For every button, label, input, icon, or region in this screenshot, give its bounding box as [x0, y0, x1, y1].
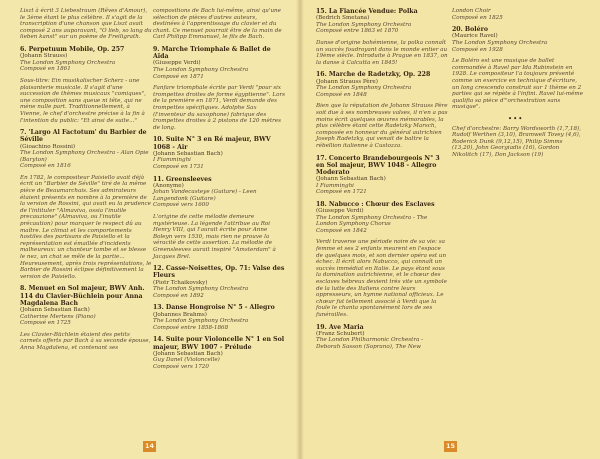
track-title: 16. Marche de Radetzky, Op. 228	[316, 71, 431, 79]
book-gutter	[296, 0, 304, 459]
performer-credit: The London Symphony Orchestra	[153, 286, 249, 293]
description-paragraph: Bien que la réputation de Johann Strauss Père soit due à ses nombreuses valses, il n'en a pas moins écrit quelques œuvres mémorables, la plus célèbre étant cette Radetzky Marsch, composée en honneur du général autrichien Joseph Radetzky, qui venait de battre la rébellion italienne à Custozza.	[316, 103, 448, 149]
performer-credit: Composé entre 1863 et 1870	[316, 28, 399, 35]
performer-credit: Composé en 1892	[153, 292, 204, 299]
performer-credit: The London Symphony Orchestra - The London Symphony Chorus	[316, 214, 428, 228]
performer-credit: The London Symphony Orchestra	[452, 39, 548, 46]
description-paragraph: L'origine de cette mélodie demeure mystérieuse. La légende l'attribue au Roi Henry VIII, qui l'aurait écrite pour Anne Boleyn vers 1530, mais rien ne prouve la véracité de cette assertion. La mélodie de Greensleeves aurait inspiré "Amsterdam" à Jacques Brel.	[153, 214, 276, 260]
composer-name: (Johann Strauss Père)	[316, 78, 378, 85]
performer-credit: The London Symphony Orchestra	[316, 21, 412, 28]
track-entry	[20, 285, 152, 326]
performer-credit: The London Symphony Orchestra	[316, 85, 412, 92]
section-separator: •••	[508, 114, 524, 123]
description-paragraph: compositions de Bach lui-même, ainsi qu'une sélection de pièces d'autres auteurs, destinées à l'apprentissage du clavier et du chant. Ce menuet pourrait être de la main de Carl Philipp Emmanuel, le fils de Bach.	[153, 8, 282, 41]
track-title: 9. Marche Triomphale & Ballet de Aïda	[153, 45, 271, 61]
composer-name: (Gioachino Rossini)	[20, 143, 76, 150]
credit-line: London Choir	[452, 8, 491, 14]
composer-name: (Giuseppe Verdi)	[153, 60, 201, 67]
track-entry	[153, 46, 285, 80]
track-entry	[20, 129, 152, 170]
track-entry	[153, 304, 285, 331]
credit-continuation	[452, 8, 584, 21]
composer-name: (Anonyme)	[153, 182, 184, 189]
composer-name: (Giuseppe Verdi)	[316, 208, 364, 215]
performer-credit: Composé en 1861	[20, 66, 71, 73]
performer-credit: The London Symphony Orchestra	[153, 66, 249, 73]
track-title: 10. Suite N° 3 en Ré majeur, BWV 1068 - Air	[153, 136, 271, 151]
track-title: 17. Concerto Brandebourgeois N° 3 en Sol majeur, BWV 1048 - Allegro Moderato	[316, 154, 440, 176]
track-title: 7. 'Largo Al Factotum' du Barbier de Séville	[20, 129, 147, 144]
performer-credit: Guy Danel (Violoncelle)	[153, 357, 220, 364]
description-paragraph: Les Clavier-Büchlein étaient des petits carnets offerts par Bach à sa seconde épouse, Anna Magdalena, et contenant ses	[20, 331, 151, 351]
performer-credit: Johan Vandecasteye (Guitare) - Leen Langendonk (Guitare)	[153, 189, 257, 202]
composer-name: (Johann Strauss)	[20, 53, 68, 60]
track-entry	[153, 136, 285, 170]
performer-credit: Composé en 1842	[316, 227, 367, 234]
right-page-column-2	[452, 8, 584, 163]
performer-credit: Composé en 1731	[153, 163, 204, 170]
left-page-column-2	[153, 8, 285, 376]
performer-credit: Composé en 1725	[20, 320, 71, 327]
performer-credit: Composé en 1848	[316, 91, 367, 98]
track-title: 11. Greensleeves	[153, 175, 212, 183]
composer-name: (Johann Sebastian Bach)	[153, 350, 223, 357]
track-title: 18. Nabucco : Chœur des Esclaves	[316, 200, 435, 208]
performer-credit: Composé entre 1858-1868	[153, 324, 229, 331]
description-paragraph: Liszt à écrit 3 Liebestraum (Rêves d'Amour), le 3ème étant le plus célèbre. Il s'agit de la transcription d'une chanson que Liszt avait composé 2 ans auparavant, "O lieb, so lang du lieben kanst" sur un poème de Freiligrath.	[20, 8, 152, 41]
performer-credit: I Fiamminghi	[316, 182, 354, 189]
right-page-column-1	[316, 8, 448, 356]
track-entry	[316, 201, 448, 235]
performer-credit: The London Philharmonic Orchestra - Deborah Sasson (Soprano), The New	[316, 337, 424, 350]
track-entry	[316, 71, 448, 98]
description-paragraph: Danse d'origine bohémienne, la polka connaît un succès foudroyant dans le monde entier au 19ème siècle. Introduite à Prague en 1837, on la danse à Calcutta en 1845!	[316, 39, 448, 66]
description-paragraph: Chef d'orchestre: Barry Wordsworth (1,7,18), Rudolf Werthen (3,10), Bramwell Tovey (4,6), Roderick Dunk (9,12,15), Philip Simms (13,20), John Georgiadis (16), Gordon Nikolitch (17), Don Jackson (19)	[452, 125, 581, 158]
track-entry	[316, 155, 448, 196]
performer-credit: Composé vers 1720	[153, 364, 209, 370]
composer-name: (Johann Sebastian Bach)	[316, 176, 386, 183]
composer-name: (Maurice Ravel)	[452, 33, 498, 40]
composer-name: (Piotr Tchaikovsky)	[153, 279, 208, 286]
track-title: 14. Suite pour Violoncelle N° 1 en Sol majeur, BWV 1007 - Prélude	[153, 336, 285, 351]
performer-credit: Composé en 1721	[316, 189, 367, 196]
right-page	[300, 0, 600, 459]
track-title: 19. Ave Maria	[316, 323, 364, 331]
track-title: 15. La Fiancée Vendue: Polka	[316, 8, 418, 15]
performer-credit: Composé en 1816	[20, 163, 71, 170]
description-paragraph: En 1782, le compositeur Paisiello avait déjà écrit un "Barbier de Séville" tiré de la même pièce de Beaumarchais. Ses admirateurs étaient présents en nombre à la première de la version de Rossini, qui avait eu la prudence de l'intituler "Almaviva, ossia l'inutile precauzione" (Almaviva, ou l'inutile précaution) pour marquer le respect dû au maître. Le climat et les comportements hostiles des partisans de Paisiello et la représentation est émaillée d'incidents malheureux: un chanteur tombe et se blesse le nez, un chat se mêle de la partie... Heureusement, après trois représentations, le Barbier de Rossini éclipse définitivement la version de Paisiello.	[20, 174, 152, 280]
track-entry	[452, 26, 584, 53]
composer-name: (Johannes Brahms)	[153, 311, 207, 318]
track-title: 6. Perpetuum Mobile, Op. 257	[20, 45, 125, 53]
track-entry	[153, 265, 285, 299]
composer-name: (Bedrich Smetana)	[316, 15, 370, 22]
composer-name: (Johann Sebastian Bach)	[153, 150, 223, 157]
description-paragraph: Sous-titre: Ein musikalischer Scherz - une plaisanterie musicale. Il s'agit d'une succession de thèmes musicaux "comiques", une composition sans queue ni tête, qui ne mène nulle part. Traditionnellement, à Vienne, le chef d'orchestre précise à la fin à l'intention du public: "Et ainsi de suite..."	[20, 77, 146, 124]
track-entry	[153, 336, 285, 370]
performer-credit: Catherine Mertens (Piano)	[20, 313, 96, 320]
performer-credit: I Fiamminghi	[153, 157, 191, 164]
track-entry	[316, 324, 448, 351]
description-paragraph: Le Boléro est une musique de ballet commandée à Ravel par Ida Rubinstein en 1928. Le compositeur l'a toujours présenté comme un exercice en technique d'écriture, un long crescendo construit sur 1 thème en 2 parties qui se répète à l'infini. Ravel lui-même qualifia sa pièce d'"orchestration sans musique".	[452, 58, 584, 111]
track-title: 8. Menuet en Sol majeur, BWV Anh. 114 du Clavier-Büchlein pour Anna Magdalena Bach	[20, 285, 145, 307]
track-title: 12. Casse-Noisettes, Op. 71: Valse des Fleurs	[153, 265, 285, 280]
performer-credit: The London Symphony Orchestra - Alan Opie (Baryton)	[20, 150, 149, 163]
left-page-column-1	[20, 8, 152, 357]
left-page-number: 14	[144, 442, 155, 450]
track-entry	[316, 8, 448, 35]
performer-credit: Composé vers 1600	[153, 202, 209, 209]
track-title: 20. Boléro	[452, 26, 488, 34]
performer-credit: The London Symphony Orchestra	[20, 59, 116, 66]
performer-credit: Composé en 1871	[153, 73, 204, 80]
track-title: 13. Danse Hongroise N° 5 - Allegro	[153, 304, 275, 312]
credit-line: Composé en 1825	[452, 14, 503, 21]
performer-credit: Composé en 1928	[452, 46, 503, 53]
right-page-number: 15	[445, 442, 456, 450]
composer-name: (Johann Sebastian Bach)	[20, 307, 90, 313]
performer-credit: The London Symphony Orchestra	[153, 318, 249, 325]
track-entry	[20, 46, 152, 73]
description-paragraph: Fanfare triomphale écrite par Verdi "pour six trompettes droites de forme égyptienne". Lors de la première en 1871, Verdi demande des trompettes spécifiques. Adolphe Sax (l'inventeur du saxophone) fabrique des trompettes droites à 2 pistons de 120 mètres de long.	[153, 85, 285, 131]
track-entry	[153, 176, 285, 210]
description-paragraph: Verdi traverse une période noire de sa vie: sa femme et ses 2 enfants meurent en l'espace de quelques mois, et son dernier opéra est un échec. Il écrit alors Nabucco, qui connaît un succès immédiat en Italie. Le pays étant sous la domination autrichienne, et le chœur des esclaves hébreux devient très vite un symbole de la lutte des Italiens contre leurs oppresseurs, un hymne national officieux. Le chœur fut tellement associé à Verdi que la foule le chanta spontanément lors de ses funérailles.	[316, 239, 447, 318]
composer-name: (Franz Schubert)	[316, 330, 365, 337]
